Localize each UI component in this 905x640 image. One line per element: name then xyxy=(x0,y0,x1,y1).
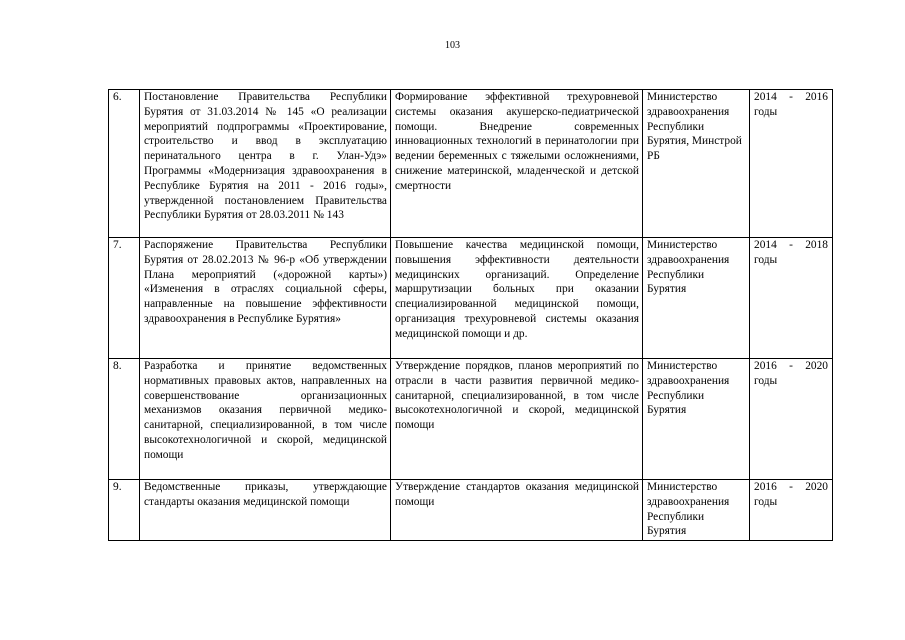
year-to: 2016 xyxy=(805,91,828,103)
table-row xyxy=(109,480,833,541)
table-row xyxy=(109,90,833,238)
year-from: 2016 xyxy=(754,360,777,372)
year-from: 2016 xyxy=(754,481,777,493)
year-dash: - xyxy=(789,91,793,103)
years-word: годы xyxy=(754,105,778,118)
years-cell xyxy=(750,480,833,541)
expected-result-cell: Утверждение стандартов оказания медицинской помощи xyxy=(391,480,643,541)
row-number: 8. xyxy=(109,359,140,480)
years-word: годы xyxy=(754,374,778,387)
executor-cell: Министерство здравоохранения Республики Бурятия xyxy=(643,359,750,480)
row-number: 9. xyxy=(109,480,140,541)
executor-cell: Министерство здравоохранения Республики Бурятия xyxy=(643,480,750,541)
row-number: 7. xyxy=(109,238,140,359)
page-number: 103 xyxy=(445,40,460,51)
year-to: 2020 xyxy=(805,481,828,493)
year-from: 2014 xyxy=(754,91,777,103)
year-dash: - xyxy=(789,481,793,493)
document-name-cell: Распоряжение Правительства Республики Бурятия от 28.02.2013 № 96-р «Об утверждении Плана мероприятий («дорожной карты») «Изменения в отраслях социальной сферы, направленные на повышение эффективности здравоохранения в Республике Бурятия» xyxy=(140,238,391,359)
years-cell xyxy=(750,238,833,359)
measures-table xyxy=(108,89,833,541)
year-dash: - xyxy=(789,360,793,372)
executor-cell: Министерство здравоохранения Республики Бурятия, Минстрой РБ xyxy=(643,90,750,238)
years-cell xyxy=(750,90,833,238)
executor-cell: Министерство здравоохранения Республики Бурятия xyxy=(643,238,750,359)
table-row xyxy=(109,359,833,480)
document-name-cell: Разработка и принятие ведомственных нормативных правовых актов, направленных на совершенствование организационных механизмов оказания первичной медико-санитарной, специализированной, в том числе высокотехнологичной и скорой, медицинской помощи xyxy=(140,359,391,480)
year-from: 2014 xyxy=(754,239,777,251)
expected-result-cell: Повышение качества медицинской помощи, повышения эффективности деятельности медицинских организаций. Определение маршрутизации больных при оказании специализированной медицинской помощи, организация трехуровневой системы оказания медицинской помощи и др. xyxy=(391,238,643,359)
year-to: 2020 xyxy=(805,360,828,372)
document-name-cell: Ведомственные приказы, утверждающие стандарты оказания медицинской помощи xyxy=(140,480,391,541)
expected-result-cell: Утверждение порядков, планов мероприятий по отрасли в части развития первичной медико-санитарной, специализированной, в том числе высокотехнологичной и скорой, медицинской помощи xyxy=(391,359,643,480)
document-name-cell: Постановление Правительства Республики Бурятия от 31.03.2014 № 145 «О реализации мероприятий подпрограммы «Проектирование, строительство и ввод в эксплуатацию перинатального центра в г. Улан-Удэ» Программы «Модернизация здравоохранения в Республике Бурятия на 2011 - 2016 годы», утвержденной постановлением Правительства Республики Бурятия от 28.03.2011 № 143 xyxy=(140,90,391,238)
year-to: 2018 xyxy=(805,239,828,251)
years-word: годы xyxy=(754,253,778,266)
years-cell xyxy=(750,359,833,480)
row-number: 6. xyxy=(109,90,140,238)
year-dash: - xyxy=(789,239,793,251)
expected-result-cell: Формирование эффективной трехуровневой системы оказания акушерско-педиатрической помощи. Внедрение современных инновационных технологий в перинатологии при ведении беременных с тяжелыми осложнениями, снижение материнской, младенческой и детской смертности xyxy=(391,90,643,238)
table-row xyxy=(109,238,833,359)
years-word: годы xyxy=(754,495,778,508)
